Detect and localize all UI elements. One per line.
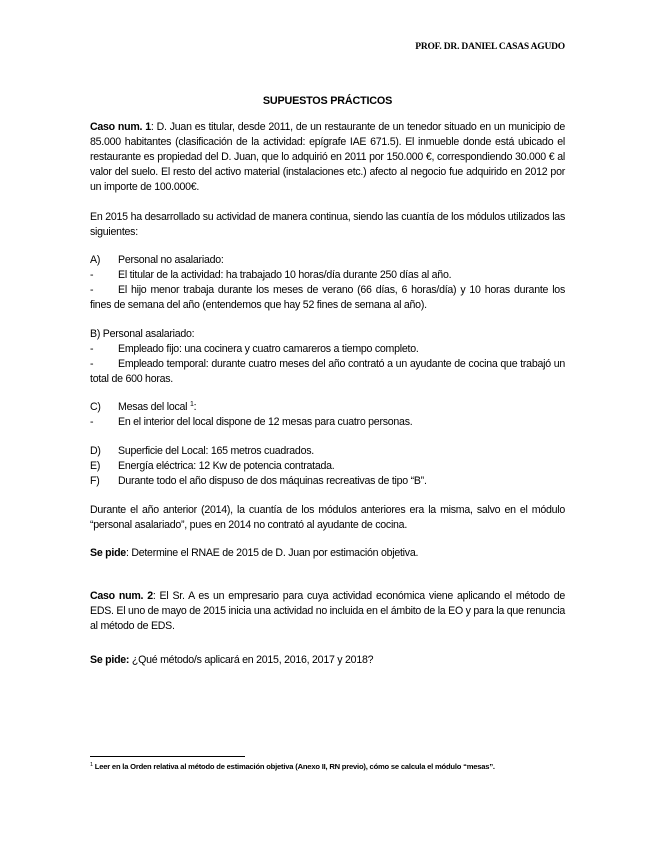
case1-intro-text: : D. Juan es titular, desde 2011, de un restaurante de un tenedor situado en un municipio de 85.000 habitantes (clasificación de la actividad: epígrafe IAE 671.5). El inmueble donde está ubicado el restaurante es propiedad del D. Juan, que lo adquirió en 2011 por 150.000 €, correspondiendo 30.000 € al valor del suelo. El resto del activo material (instalaciones etc.) afecto al negocio fue adquirido en 2012 por un importe de 100.000€. xyxy=(90,121,565,193)
section-d-letter: D) xyxy=(90,445,101,457)
section-f-letter: F) xyxy=(90,475,100,487)
footnote-ref[interactable]: 1 xyxy=(189,401,194,408)
page-title: SUPUESTOS PRÁCTICOS xyxy=(262,95,393,107)
list-item-text: Empleado fijo: una cocinera y cuatro camareros a tiempo completo. xyxy=(118,343,419,355)
case2-ask xyxy=(90,653,565,668)
section-a-title: Personal no asalariado: xyxy=(118,254,224,266)
section-f-text: Durante todo el año dispuso de dos máquinas recreativas de tipo “B”. xyxy=(118,475,427,487)
case1-intro xyxy=(90,120,565,195)
list-item xyxy=(90,357,565,387)
section-a-heading xyxy=(90,253,565,268)
prior-year-paragraph: Durante el año anterior (2014), la cuantía de los módulos anteriores era la misma, salvo en el módulo “personal asalariado”, pues en 2014 no contrató al ayudante de cocina. xyxy=(90,504,565,531)
section-c-heading xyxy=(90,400,565,415)
case2-ask-text: ¿Qué método/s aplicará en 2015, 2016, 2017 y 2018? xyxy=(129,654,374,666)
case1-ask xyxy=(90,546,565,561)
case2-label: Caso num. 2 xyxy=(90,590,153,602)
list-item xyxy=(90,415,565,430)
dash-bullet: - xyxy=(90,269,94,281)
section-c-colon: : xyxy=(193,401,197,413)
section-c-title: Mesas del local xyxy=(118,401,188,413)
case2-paragraph xyxy=(90,589,565,634)
case1-ask-text: : Determine el RNAE de 2015 de D. Juan por estimación objetiva. xyxy=(125,547,419,559)
case1-para2: En 2015 ha desarrollado su actividad de manera continua, siendo las cuantía de los módulos utilizados las siguientes: xyxy=(90,211,565,238)
sections-d-e-f xyxy=(90,444,565,489)
footnote-number: 1 xyxy=(90,762,93,768)
section-a-letter: A) xyxy=(90,254,101,266)
dash-bullet: - xyxy=(90,284,94,296)
section-b xyxy=(90,327,565,387)
list-item xyxy=(90,283,565,313)
section-c xyxy=(90,400,565,430)
section-e-letter: E) xyxy=(90,460,101,472)
section-a xyxy=(90,253,565,313)
footnote-text: Leer en la Orden relativa al método de estimación objetiva (Anexo II, RN previo), cómo se calcula el módulo “mesas”. xyxy=(92,762,495,771)
list-item xyxy=(90,268,565,283)
dash-bullet: - xyxy=(90,358,94,370)
list-item-text: El hijo menor trabaja durante los meses de verano (66 días, 6 horas/día) y 10 horas durante los fines de semana del año (entendemos que hay 52 fines de semana al año). xyxy=(90,284,565,311)
case1-label: Caso num. 1 xyxy=(90,121,151,133)
section-f xyxy=(90,474,565,489)
footnote-divider xyxy=(90,756,245,757)
section-d xyxy=(90,444,565,459)
footnote xyxy=(90,762,570,772)
section-b-title: B) Personal asalariado: xyxy=(90,328,195,340)
case2-text: : El Sr. A es un empresario para cuya actividad económica viene aplicando el método de EDS. El uno de mayo de 2015 inicia una actividad no incluida en el ámbito de la EO y para la que renuncia al método de EDS. xyxy=(90,590,565,632)
section-c-letter: C) xyxy=(90,401,101,413)
dash-bullet: - xyxy=(90,343,94,355)
author-header: PROF. DR. DANIEL CASAS AGUDO xyxy=(415,42,565,52)
list-item xyxy=(90,342,565,357)
case1-ask-label: Se pide xyxy=(90,547,126,559)
list-item-text: Empleado temporal: durante cuatro meses del año contrató a un ayudante de cocina que trabajó un total de 600 horas. xyxy=(90,358,565,385)
section-e xyxy=(90,459,565,474)
list-item-text: El titular de la actividad: ha trabajado 10 horas/día durante 250 días al año. xyxy=(118,269,452,281)
section-e-text: Energía eléctrica: 12 Kw de potencia contratada. xyxy=(118,460,335,472)
list-item-text: En el interior del local dispone de 12 mesas para cuatro personas. xyxy=(118,416,413,428)
case2-ask-label: Se pide: xyxy=(90,654,130,666)
dash-bullet: - xyxy=(90,416,94,428)
section-d-text: Superficie del Local: 165 metros cuadrados. xyxy=(118,445,314,457)
